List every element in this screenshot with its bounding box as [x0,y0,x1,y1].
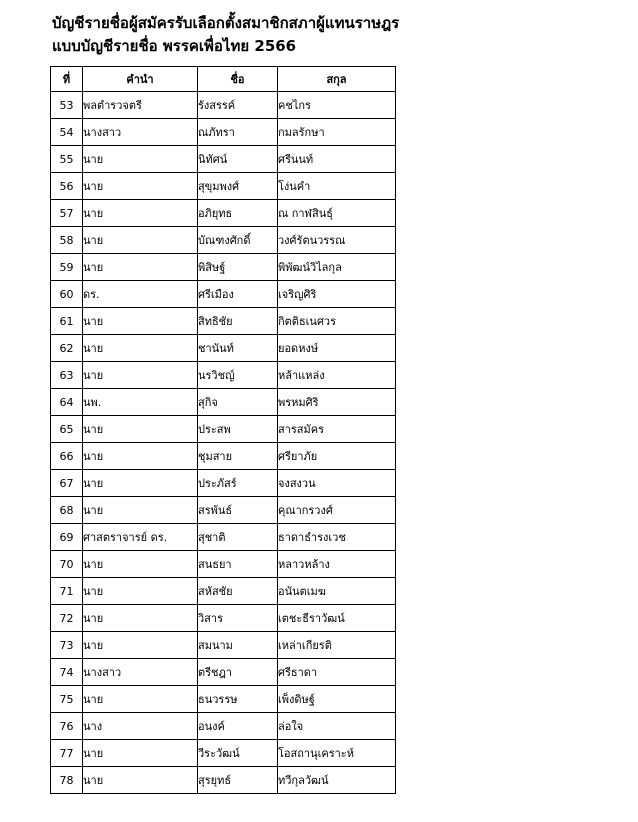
row-title: ศาสตราจารย์ ดร. [83,524,198,551]
row-first-name: สรพันธ์ [198,497,278,524]
table-row [51,578,396,605]
table-row [51,308,396,335]
row-number: 73 [51,632,83,659]
table-row [51,335,396,362]
table-row [51,227,396,254]
row-title: นาย [83,443,198,470]
row-title: นาย [83,767,198,794]
row-number: 70 [51,551,83,578]
row-title: นาย [83,740,198,767]
table-row [51,362,396,389]
row-first-name: ชุมสาย [198,443,278,470]
table-row [51,686,396,713]
table-header [51,67,396,92]
row-first-name: สุกิจ [198,389,278,416]
row-title: นาย [83,551,198,578]
row-title: นาย [83,254,198,281]
row-last-name: วงศ์รัตนวรรณ [278,227,396,254]
row-last-name: โอสถานุเคราะห์ [278,740,396,767]
row-first-name: ธนวรรษ [198,686,278,713]
row-number: 56 [51,173,83,200]
row-number: 74 [51,659,83,686]
row-number: 61 [51,308,83,335]
row-last-name: ศรีนนท์ [278,146,396,173]
row-last-name: ทวีกุลวัฒน์ [278,767,396,794]
row-number: 63 [51,362,83,389]
row-first-name: ตรีชฎา [198,659,278,686]
row-title: นาย [83,632,198,659]
row-first-name: นิทัศน์ [198,146,278,173]
table-body [51,92,396,794]
row-title: นาย [83,686,198,713]
row-last-name: เจริญศิริ [278,281,396,308]
row-title: นาย [83,416,198,443]
row-number: 71 [51,578,83,605]
header-first-name: ชื่อ [198,67,278,92]
row-first-name: นรวิชญ์ [198,362,278,389]
row-last-name: ณ กาฬสินธุ์ [278,200,396,227]
row-first-name: สิทธิชัย [198,308,278,335]
row-title: นาย [83,470,198,497]
row-title: นาย [83,578,198,605]
row-number: 53 [51,92,83,119]
header-title: คำนำ [83,67,198,92]
header-no: ที่ [51,67,83,92]
row-title: นาย [83,497,198,524]
table-row [51,524,396,551]
row-first-name: วีระวัฒน์ [198,740,278,767]
row-last-name: คุณากรวงศ์ [278,497,396,524]
row-first-name: สุขุมพงศ์ [198,173,278,200]
table-row [51,470,396,497]
row-last-name: โง่นคำ [278,173,396,200]
row-last-name: จงสงวน [278,470,396,497]
header-row [51,67,396,92]
row-last-name: คชไกร [278,92,396,119]
table-row [51,119,396,146]
row-first-name: ศรีเมือง [198,281,278,308]
table-row [51,659,396,686]
table-row [51,254,396,281]
table-row [51,173,396,200]
row-title: นาย [83,308,198,335]
row-number: 77 [51,740,83,767]
row-first-name: อนงค์ [198,713,278,740]
table-row [51,551,396,578]
row-number: 57 [51,200,83,227]
row-first-name: ชานันท์ [198,335,278,362]
row-title: นาย [83,227,198,254]
table-row [51,713,396,740]
row-last-name: ยอดหงษ์ [278,335,396,362]
row-last-name: หล้าแหล่ง [278,362,396,389]
row-last-name: ศรีธาดา [278,659,396,686]
row-last-name: กมลรักษา [278,119,396,146]
row-number: 76 [51,713,83,740]
row-first-name: สุรยุทธ์ [198,767,278,794]
row-number: 55 [51,146,83,173]
row-last-name: อนันตเมฆ [278,578,396,605]
table-row [51,200,396,227]
row-number: 64 [51,389,83,416]
row-number: 67 [51,470,83,497]
row-title: นาย [83,335,198,362]
table-row [51,146,396,173]
header-last-name: สกุล [278,67,396,92]
row-title: นาง [83,713,198,740]
table-row [51,497,396,524]
row-last-name: ล่อใจ [278,713,396,740]
row-title: นาย [83,146,198,173]
row-last-name: เพ็งดิษฐ์ [278,686,396,713]
candidate-table [50,66,396,794]
row-first-name: ประภัสร์ [198,470,278,497]
row-title: นางสาว [83,659,198,686]
row-last-name: เตชะธีราวัฒน์ [278,605,396,632]
row-title: นาย [83,362,198,389]
row-first-name: สหัสชัย [198,578,278,605]
row-last-name: ศรียาภัย [278,443,396,470]
row-title: นพ. [83,389,198,416]
table-row [51,389,396,416]
table-row [51,740,396,767]
row-number: 66 [51,443,83,470]
row-last-name: หลาวหล้าง [278,551,396,578]
row-last-name: สารสมัคร [278,416,396,443]
document-title: บัญชีรายชื่อผู้สมัครรับเลือกตั้งสมาชิกสภาผู้แทนราษฎร [52,14,400,32]
table-row [51,92,396,119]
table-row [51,767,396,794]
row-first-name: สุชาติ [198,524,278,551]
row-first-name: สนธยา [198,551,278,578]
row-title: นาย [83,605,198,632]
row-title: นาย [83,200,198,227]
row-last-name: เหล่าเกียรติ [278,632,396,659]
row-number: 62 [51,335,83,362]
row-number: 59 [51,254,83,281]
row-number: 54 [51,119,83,146]
row-number: 65 [51,416,83,443]
row-number: 60 [51,281,83,308]
row-first-name: อภิยุทธ [198,200,278,227]
row-first-name: สมนาม [198,632,278,659]
row-number: 78 [51,767,83,794]
row-number: 72 [51,605,83,632]
table-row [51,416,396,443]
row-title: นาย [83,173,198,200]
row-number: 69 [51,524,83,551]
row-first-name: รังสรรค์ [198,92,278,119]
row-first-name: พิสิษฐ์ [198,254,278,281]
row-last-name: กิตติธเนศวร [278,308,396,335]
row-last-name: พรหมศิริ [278,389,396,416]
row-first-name: วิสาร [198,605,278,632]
document-subtitle: แบบบัญชีรายชื่อ พรรคเพื่อไทย 2566 [52,37,297,55]
row-title: พลตำรวจตรี [83,92,198,119]
row-number: 68 [51,497,83,524]
table-row [51,605,396,632]
row-last-name: พิพัฒน์วิไลกุล [278,254,396,281]
row-first-name: ประสพ [198,416,278,443]
row-number: 58 [51,227,83,254]
row-number: 75 [51,686,83,713]
row-title: ดร. [83,281,198,308]
row-last-name: ธาดาธำรงเวช [278,524,396,551]
row-first-name: ณภัทรา [198,119,278,146]
row-first-name: บัณฑงศักดิ์ [198,227,278,254]
table-row [51,281,396,308]
row-title: นางสาว [83,119,198,146]
table-row [51,632,396,659]
table-row [51,443,396,470]
